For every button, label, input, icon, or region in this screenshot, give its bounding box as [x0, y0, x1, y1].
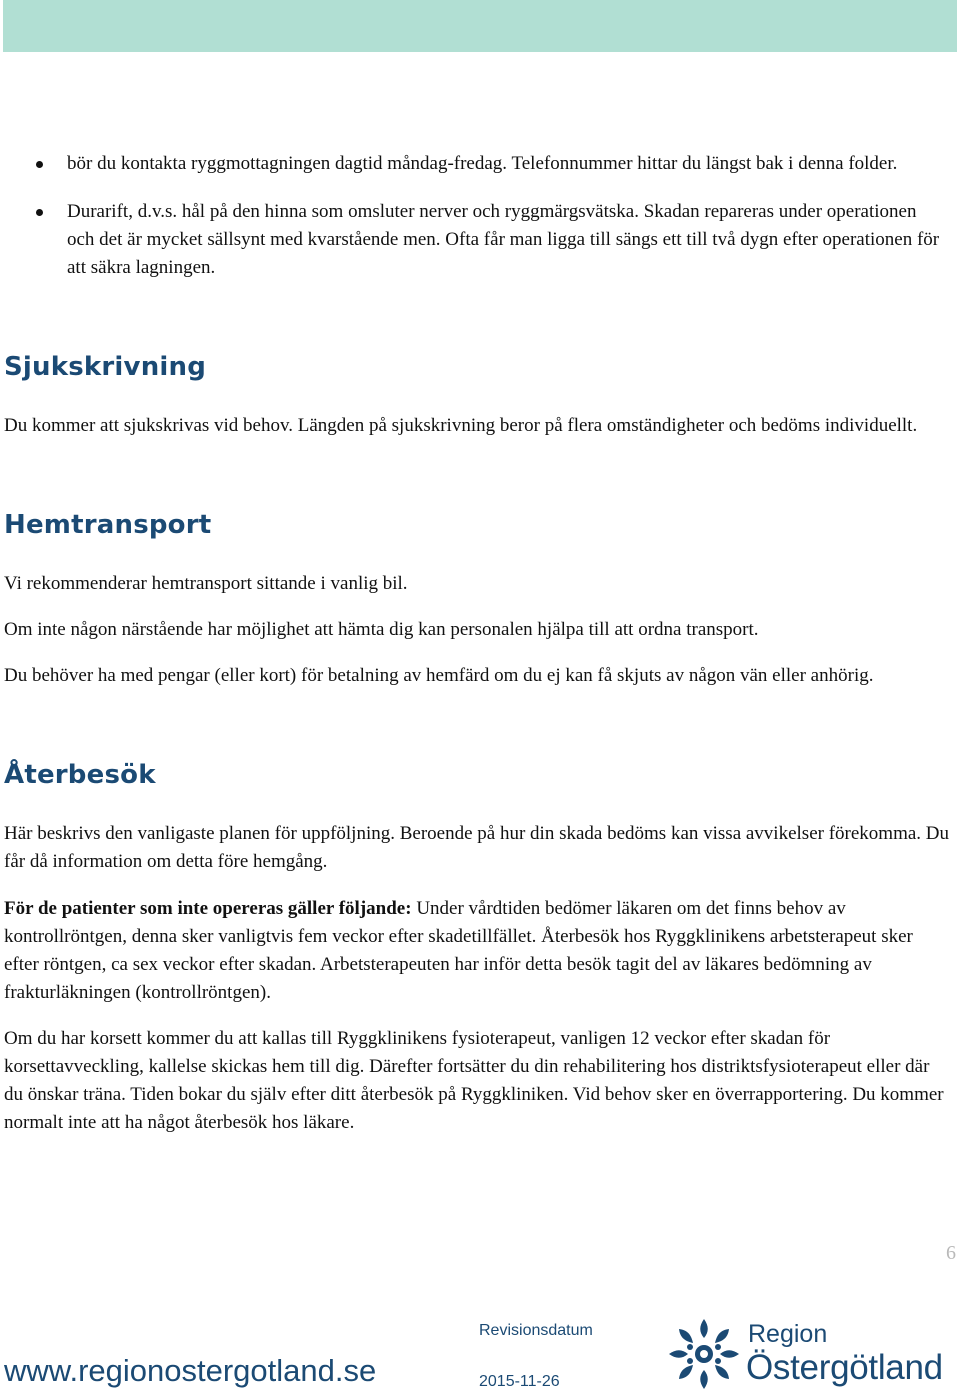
aterbesok-paragraph-2-text: Under vårdtiden bedömer läkaren om det finns behov av kontrollröntgen, denna sker vanligtvis fem veckor efter skadetillfället. Återbesök hos Ryggklinikens arbetsterapeut sker efter röntgen, ca sex veckor efter skadan. Arbetsterapeuten har inför detta besök tagit del av läkares bedömning av frakturläkningen (kontrollröntgen). — [4, 898, 913, 1003]
hemtransport-paragraph-2: Om inte någon närstående har möjlighet att hämta dig kan personalen hjälpa till att ordna transport. — [4, 619, 759, 640]
heading-sjukskrivning: Sjukskrivning — [4, 352, 207, 382]
header-band — [3, 0, 957, 52]
logo-text-region: Region — [748, 1320, 828, 1348]
logo-text-ostergotland: Östergötland — [746, 1348, 943, 1387]
aterbesok-bold-lead: För de patienter som inte opereras gäller följande: — [4, 898, 412, 919]
region-logo — [666, 1316, 958, 1392]
page-number: 6 — [946, 1242, 956, 1264]
list-item-text: Durarift, d.v.s. hål på den hinna som omsluter nerver och ryggmärgsvätska. Skadan repareras under operationen och det är mycket sällsynt med kvarstående men. Ofta får man ligga till sängs ett till två dygn efter operationen för att säkra lagningen. — [67, 201, 940, 278]
bullet-list — [0, 150, 960, 302]
revision-date: 2015-11-26 — [479, 1373, 560, 1390]
sjukskrivning-text: Du kommer att sjukskrivas vid behov. Längden på sjukskrivning beror på flera omständigheter och bedöms individuellt. — [4, 415, 918, 436]
hemtransport-paragraph-1: Vi rekommenderar hemtransport sittande i vanlig bil. — [4, 573, 408, 594]
revision-label: Revisionsdatum — [479, 1322, 593, 1339]
hemtransport-paragraph-3: Du behöver ha med pengar (eller kort) för betalning av hemfärd om du ej kan få skjuts av någon vän eller anhörig. — [4, 665, 874, 686]
list-item — [0, 198, 960, 282]
heading-aterbesok: Återbesök — [4, 760, 156, 790]
region-logo-icon — [666, 1316, 742, 1392]
bullet-icon — [36, 209, 43, 216]
aterbesok-paragraph-2 — [4, 895, 949, 1007]
heading-hemtransport: Hemtransport — [4, 510, 212, 540]
website-link[interactable]: www.regionostergotland.se — [4, 1353, 377, 1388]
aterbesok-paragraph-1: Här beskrivs den vanligaste planen för uppföljning. Beroende på hur din skada bedöms kan vissa avvikelser förekomma. Du får då information om detta före hemgång. — [4, 823, 949, 872]
bullet-icon — [36, 161, 43, 168]
aterbesok-paragraph-3: Om du har korsett kommer du att kallas till Ryggklinikens fysioterapeut, vanligen 12 veckor efter skadan för korsettavveckling, kallelse skickas hem till dig. Därefter fortsätter du din rehabilitering hos distriktsfysioterapeut eller där du önskar träna. Tiden bokar du själv efter ditt återbesök på Ryggkliniken. Vid behov sker en överrapportering. Du kommer normalt inte att ha något återbesök hos läkare. — [4, 1028, 944, 1133]
list-item-text: bör du kontakta ryggmottagningen dagtid måndag-fredag. Telefonnummer hittar du längst bak i denna folder. — [67, 153, 898, 174]
list-item — [0, 150, 960, 178]
